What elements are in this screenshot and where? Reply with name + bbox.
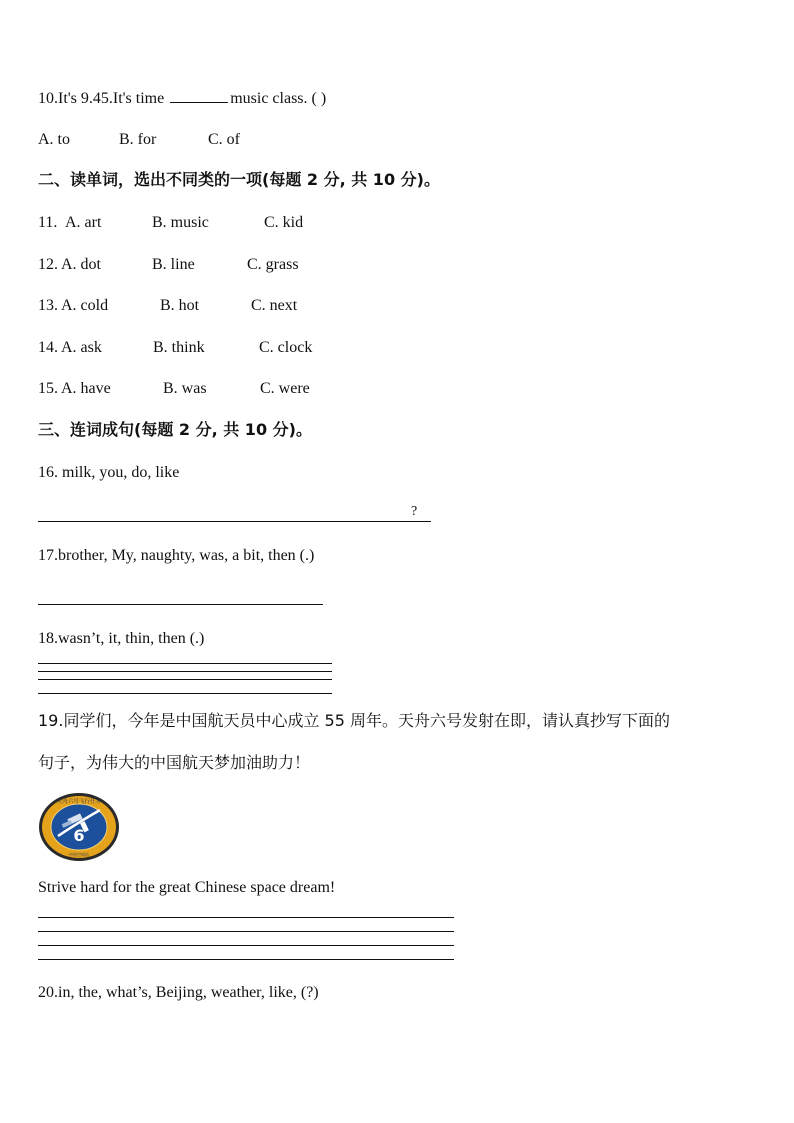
- question-10-suffix: music class. ( ): [230, 90, 327, 107]
- section-3-heading: 三、连词成句(每题 2 分, 共 10 分)。: [38, 420, 312, 439]
- question-12-option-a: A. dot: [61, 256, 101, 273]
- question-17-words: 17.brother, My, naughty, was, a bit, then (.): [38, 547, 315, 564]
- question-16-words: 16. milk, you, do, like: [38, 464, 180, 481]
- question-13-number: 13.: [38, 297, 58, 314]
- question-10: [38, 88, 326, 109]
- question-11-option-c: C. kid: [264, 214, 304, 231]
- question-14-number: 14.: [38, 339, 58, 356]
- question-15-number: 15.: [38, 380, 58, 397]
- question-13-option-a: A. cold: [61, 297, 109, 314]
- writing-line-4[interactable]: [38, 959, 454, 960]
- tianzhou-6-mission-badge: [38, 792, 120, 862]
- badge-ring-text: 天舟六号飞行任务: [56, 799, 102, 805]
- question-11-option-a: A. art: [65, 214, 102, 231]
- question-10-prefix: 10.It's 9.45.It's time: [38, 90, 169, 107]
- answer-blank[interactable]: [170, 88, 228, 103]
- writing-line-4[interactable]: [38, 693, 332, 694]
- question-19-instruction-line-1: 19.同学们，今年是中国航天员中心成立 55 周年。天舟六号发射在即，请认真抄写下面的: [38, 711, 670, 730]
- badge-bottom-text: 中国空间站: [69, 852, 89, 857]
- answer-line[interactable]: [38, 521, 431, 522]
- section-2-heading: 二、读单词，选出不同类的一项(每题 2 分, 共 10 分)。: [38, 170, 440, 189]
- question-10-option-b: B. for: [119, 131, 157, 148]
- writing-line-1[interactable]: [38, 663, 332, 664]
- writing-line-2[interactable]: [38, 671, 332, 672]
- question-12-number: 12.: [38, 256, 58, 273]
- question-13-option-c: C. next: [251, 297, 298, 314]
- question-15-option-a: A. have: [61, 380, 111, 397]
- writing-line-2[interactable]: [38, 931, 454, 932]
- question-11-option-b: B. music: [152, 214, 209, 231]
- question-19-sentence: Strive hard for the great Chinese space dream!: [38, 879, 336, 896]
- question-14-option-a: A. ask: [61, 339, 102, 356]
- question-10-option-a: A. to: [38, 131, 70, 148]
- badge-number: 6: [73, 826, 85, 845]
- question-19-instruction-line-2: 句子，为伟大的中国航天梦加油助力！: [38, 753, 311, 772]
- question-18-words: 18.wasn’t, it, thin, then (.): [38, 630, 205, 647]
- question-16-end-mark: ?: [411, 504, 418, 519]
- writing-line-3[interactable]: [38, 679, 332, 680]
- answer-line[interactable]: [38, 604, 323, 605]
- question-12-option-b: B. line: [152, 256, 195, 273]
- question-14-option-b: B. think: [153, 339, 205, 356]
- question-13-option-b: B. hot: [160, 297, 200, 314]
- question-12-option-c: C. grass: [247, 256, 299, 273]
- question-10-option-c: C. of: [208, 131, 240, 148]
- question-11-number: 11.: [38, 214, 58, 231]
- writing-line-1[interactable]: [38, 917, 454, 918]
- writing-line-3[interactable]: [38, 945, 454, 946]
- question-15-option-b: B. was: [163, 380, 207, 397]
- question-20-words: 20.in, the, what’s, Beijing, weather, like, (?): [38, 984, 319, 1001]
- question-14-option-c: C. clock: [259, 339, 313, 356]
- question-15-option-c: C. were: [260, 380, 310, 397]
